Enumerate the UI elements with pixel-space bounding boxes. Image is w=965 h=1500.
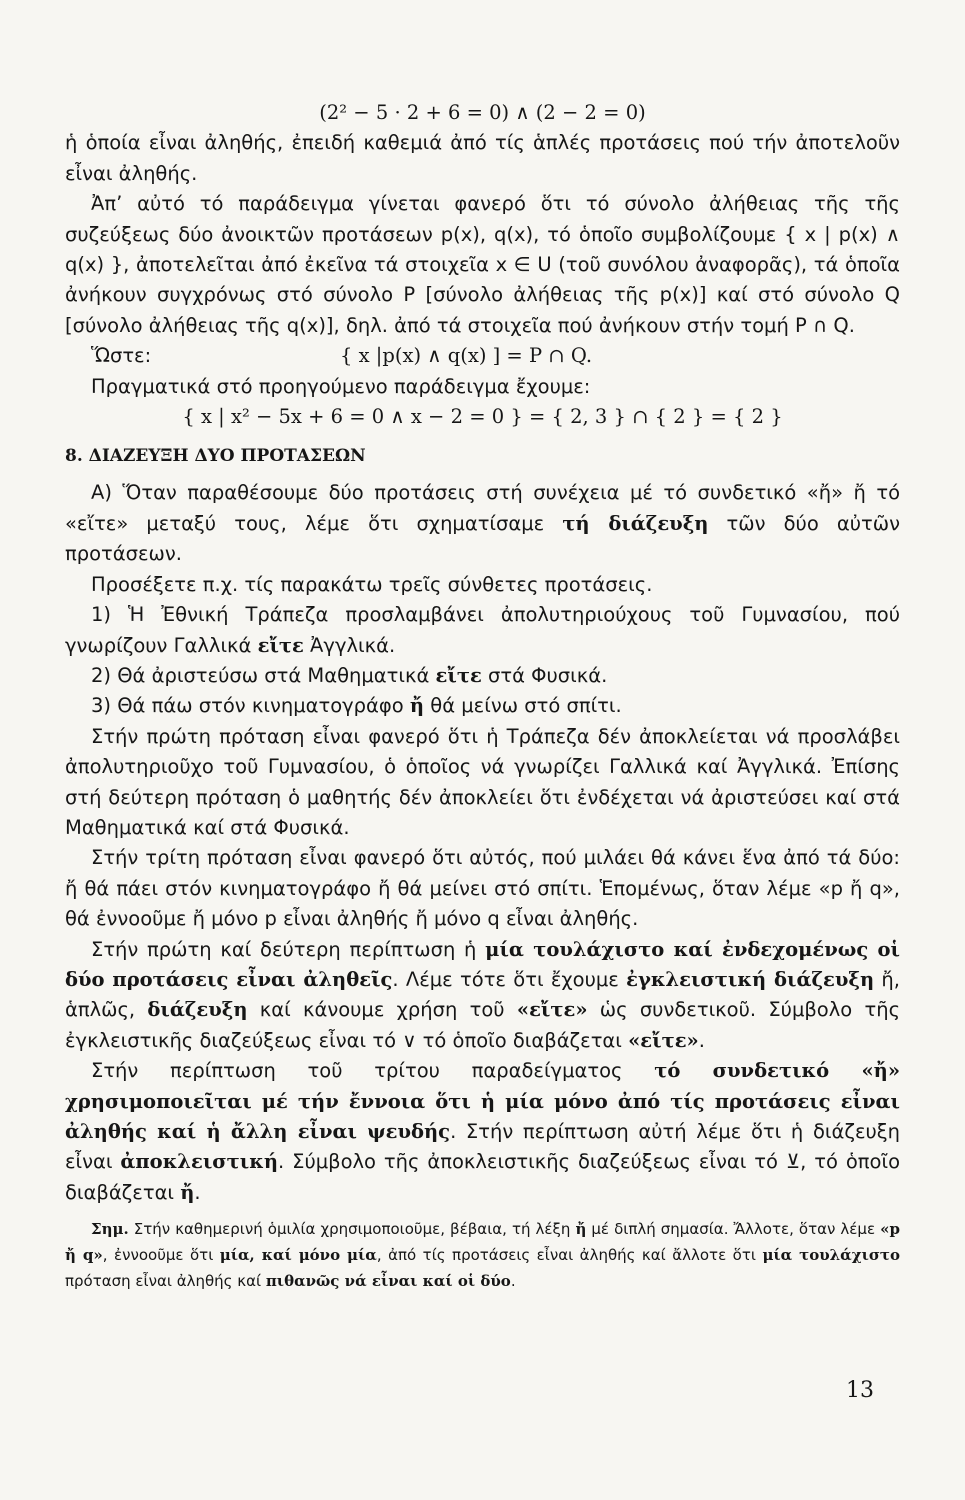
equation-top: (2² − 5 · 2 + 6 = 0) ∧ (2 − 2 = 0) [319,101,646,124]
footnote-label: Σημ. [91,1220,129,1239]
paragraph-truth-set: Ἀπ’ αὐτό τό παράδειγμα γίνεται φανερό ὅτι τό σύνολο ἀλήθειας τῆς τῆς συζεύξεως δύο ἀνοικτῶν προτάσεων p(x), q(x), τό ὁποῖο συμβολίζουμε { x | p(x) ∧ q(x) }, ἀποτελεῖται ἀπό ἐκεῖνα τά στοιχεῖα x ∈ U (τοῦ συνόλου ἀναφορᾶς), τά ὁποῖα ἀνήκουν συγχρόνως στό σύνολο P [σύνολο ἀλήθειας τῆς p(x)] καί στό σύνολο Q [σύνολο ἀλήθειας τῆς q(x)], δηλ. ἀπό τά στοιχεῖα πού ἀνήκουν στήν τομή P ∩ Q. [65,192,900,337]
paragraph-example-intro: Πραγματικά στό προηγούμενο παράδειγμα ἔχουμε: [91,374,591,398]
example-2: 2) Θά ἀριστεύσω στά Μαθηματικά εἴτε στά Φυσικά. [91,663,608,687]
example-1: 1) Ἡ Ἐθνική Τράπεζα προσλαμβάνει ἀπολυτηριούχους τοῦ Γυμνασίου, πού γνωρίζουν Γαλλικά εἴτε Ἀγγλικά. [65,603,900,657]
page-number: 13 [846,1378,874,1403]
paragraph-third-case: Στήν τρίτη πρόταση εἶναι φανερό ὅτι αὐτός, πού μιλάει θά κάνει ἕνα ἀπό τά δύο: ἤ θά πάει στόν κινηματογράφο ἤ θά μείνει στό σπίτι. Ἑπομένως, ὅταν λέμε «p ἤ q», θά ἐννοοῦμε ἤ μόνο p εἶναι ἀληθής ἤ μόνο q εἶναι ἀληθής. [65,846,900,931]
equation-example: { x | x² − 5x + 6 = 0 ∧ x − 2 = 0 } = { 2, 3 } ∩ { 2 } = { 2 } [182,405,783,429]
paragraph-inclusive: Στήν πρώτη καί δεύτερη περίπτωση ἡ μία τουλάχιστο καί ἐνδεχομένως οἱ δύο προτάσεις εἶναι ἀληθεῖς. Λέμε τότε ὅτι ἔχουμε ἐγκλειστική διάζευξη ἤ, ἁπλῶς, διάζευξη καί κάνουμε χρήση τοῦ «εἴτε» ὡς συνδετικοῦ. Σύμβολο τῆς ἐγκλειστικῆς διαζεύξεως εἶναι τό ∨ τό ὁποῖο διαβάζεται «εἴτε». [65,937,901,1052]
text-body [65,98,900,1294]
footnote: Σημ. Στήν καθημερινή ὁμιλία χρησιμοποιοῦμε, βέβαια, τή λέξη ἤ μέ διπλή σημασία. Ἄλλοτε, ὅταν λέμε «p ἤ q», ἐννοοῦμε ὅτι μία, καί μόνο μία, ἀπό τίς προτάσεις εἶναι ἀληθής καί ἄλλοτε ὅτι μία τουλάχιστο πρόταση εἶναι ἀληθής καί πιθανῶς νά εἶναι καί οἱ δύο. [65,1220,901,1291]
example-3: 3) Θά πάω στόν κινηματογράφο ἤ θά μείνω στό σπίτι. [91,694,622,718]
paragraph-definition: Α) Ὅταν παραθέσουμε δύο προτάσεις στή συνέχεια μέ τό συνδετικό «ἤ» ἤ τό «εἴτε» μεταξύ τους, λέμε ὅτι σχηματίσαμε τή διάζευξη τῶν δύο αὐτῶν προτάσεων. [65,481,900,566]
paragraph-note-examples: Προσέξετε π.χ. τίς παρακάτω τρεῖς σύνθετες προτάσεις. [91,572,653,596]
paragraph-truth: ἡ ὁποία εἶναι ἀληθής, ἐπειδή καθεμιά ἀπό τίς ἁπλές προτάσεις πού τήν ἀποτελοῦν εἶναι ἀληθής. [65,131,900,185]
section-heading: 8. ΔΙΑΖΕΥΞΗ ΔΥΟ ΠΡΟΤΑΣΕΩΝ [65,446,366,467]
paragraph-exclusive: Στήν περίπτωση τοῦ τρίτου παραδείγματος τό συνδετικό «ἤ» χρησιμοποιεῖται μέ τήν ἔννοια ὅτι ἡ μία μόνο ἀπό τίς προτάσεις εἶναι ἀληθής καί ἡ ἄλλη εἶναι ψευδής. Στήν περίπτωση αὐτή λέμε ὅτι ἡ διάζευξη εἶναι ἀποκλειστική. Σύμβολο τῆς ἀποκλειστικῆς διαζεύξεως εἶναι τό ⊻, τό ὁποῖο διαβάζεται ἤ. [65,1059,901,1204]
conclusion-label: Ὥστε: [91,344,152,368]
conclusion-formula: { x |p(x) ∧ q(x) ] = P ∩ Q. [340,344,593,368]
conclusion-line [65,341,900,371]
paragraph-first-case: Στήν πρώτη πρόταση εἶναι φανερό ὅτι ἡ Τράπεζα δέν ἀποκλείεται νά προσλάβει ἀπολυτηριοῦχο τοῦ Γυμνασίου, ὁ ὁποῖος νά γνωρίζει Γαλλικά καί Ἀγγλικά. Ἐπίσης στή δεύτερη πρόταση ὁ μαθητής δέν ἀποκλείει ὅτι ἐνδέχεται νά ἀριστεύσει καί στά Μαθηματικά καί στά Φυσικά. [65,724,900,839]
